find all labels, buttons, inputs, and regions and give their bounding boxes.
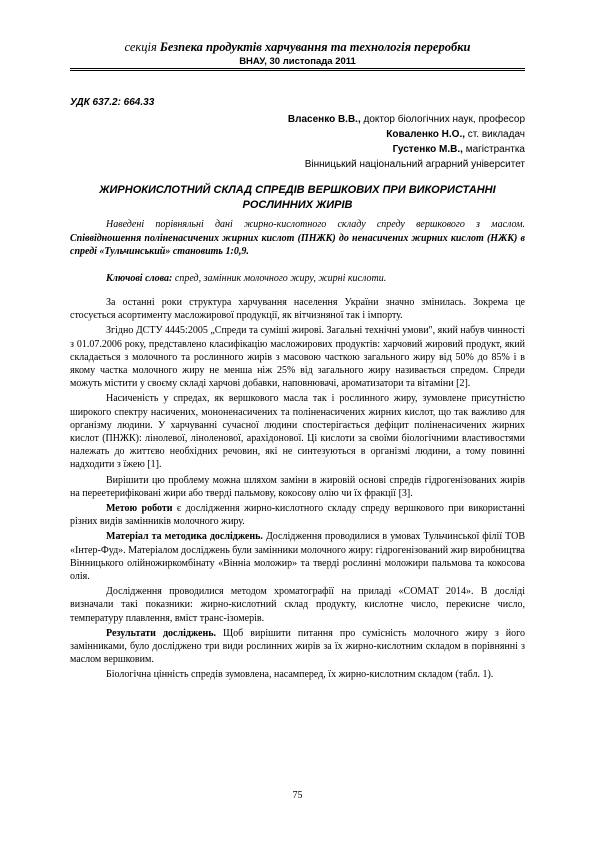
keywords-label: Ключові слова: xyxy=(106,273,173,284)
abstract-bold-text: Співвідношення поліненасичених жирних кислот (ПНЖК) до ненасичених жирних кислот (НЖК) в спреді «Тульчинський» становить 1:0,9. xyxy=(70,232,525,257)
paragraph: Згідно ДСТУ 4445:2005 „Спреди та суміші жирові. Загальні технічні умови", який набув чинності з 01.07.2006 року, представлено класифікацію масложирових продуктів: харчовий жировий продукт, який складається з молочного та рослинного жирів з масовою часткою загального жиру від 50% до 85% і в якому частка молочного жиру не менша ніж 25% від загального жиру називається спредом. Спреди можуть містити у своєму складі харчові добавки, наповнювачі, ароматизатори та вітаміни [2]. xyxy=(70,325,525,390)
section-prefix: секція xyxy=(124,40,157,54)
paragraph-text: Щоб вирішити питання про сумісність молочного жиру з його замінниками, було досліджено три види рослинних жирів за їх жирно-кислотним складом в порівнянні з маслом вершковим. xyxy=(70,627,525,666)
author-line xyxy=(288,142,525,157)
paragraph xyxy=(70,627,525,667)
paragraph-text: є дослідження жирно-кислотного складу спреду вершкового при використанні різних видів замінників молочного жиру. xyxy=(70,503,526,528)
author-name: Власенко В.В., xyxy=(287,114,361,125)
paragraph: Вирішити цю проблему можна шляхом заміни в жировій основі спредів гідрогенізованих жирів на переетерифіковані жири або тверді пальмову, кокосову олію чи їх фракції [3]. xyxy=(70,474,525,499)
conference-date: ВНАУ, 30 листопада 2011 xyxy=(239,56,356,67)
paragraph-lead: Результати досліджень. xyxy=(106,627,217,639)
author-name: Густенко М.В., xyxy=(392,144,463,155)
author-role: магістрантка xyxy=(465,144,525,155)
paragraph xyxy=(70,502,525,528)
paragraph xyxy=(70,530,525,583)
author-name: Коваленко Н.О., xyxy=(386,129,466,140)
header-rule-bottom xyxy=(70,70,525,71)
paragraph: Біологічна цінність спредів зумовлена, насамперед, їх жирно-кислотним складом (табл. 1). xyxy=(106,669,494,681)
abstract xyxy=(70,218,525,259)
paper-title: ЖИРНОКИСЛОТНИЙ СКЛАД СПРЕДІВ ВЕРШКОВИХ ПРИ ВИКОРИСТАННІ РОСЛИННИХ ЖИРІВ xyxy=(99,184,496,211)
author-role: ст. викладач xyxy=(467,129,525,140)
abstract-text: Наведені порівняльні дані жирно-кислотного складу спреду вершкового з маслом. xyxy=(106,219,525,230)
paragraph-lead: Метою роботи xyxy=(106,503,173,515)
page-number: 75 xyxy=(292,790,303,801)
section-title: Безпека продуктів харчування та технологія переробки xyxy=(159,40,471,54)
author-line xyxy=(288,127,525,142)
paragraph-lead: Матеріал та методика досліджень. xyxy=(106,531,263,543)
header-rule-top xyxy=(70,68,525,69)
section-line xyxy=(0,40,595,55)
paragraph: За останні роки структура харчування населення України значно змінилась. Зокрема це стосується асортименту масложирової продукції, як вітчизняної так і імпорту. xyxy=(70,297,525,322)
author-line xyxy=(288,112,525,127)
paragraph: Дослідження проводилися методом хроматографії на приладі «СОМАТ 2014». В досліді визначали такі показники: жирно-кислотний склад продукту, кислотне число, перекисне число, температуру плавлення, вміст транс-ізомерів. xyxy=(70,586,525,624)
paragraph: Насиченість у спредах, як вершкового масла так і рослинного жиру, зумовлене присутністю широкого спектру насичених, мононенасичених та поліненасичених жирних кислот, що так важливо для організму людини. У харчуванні сучасної людини спостерігається дефіцит поліненасичених жирних кислот (ПНЖК): лінолевої, ліноленової, арахідонової. Ці кислоти за своїми біологічними властивостями належать до життєво необхідних речовин, які не синтезуються в організмі людини, а тому повинні надходити з їжею [1]. xyxy=(70,393,525,471)
affiliation xyxy=(288,157,525,172)
paragraph-text: Дослідження проводилися в умовах Тульчинської філії ТОВ «Інтер-Фуд». Матеріалом досліджень були замінники молочного жиру: гідрогенізований жир виробництва Вінницького олійножиркомбінату «Вінніа моложир» та тверді рослинні моложири пальмова та кокосова олія. xyxy=(70,531,525,583)
keywords xyxy=(70,272,525,286)
author-role: доктор біологічних наук, професор xyxy=(363,114,525,125)
keywords-text: спред, замінник молочного жиру, жирні кислоти. xyxy=(172,273,387,284)
affiliation-text: Вінницький національний аграрний університет xyxy=(304,159,525,170)
author-block xyxy=(288,112,525,172)
udk-code: УДК 637.2: 664.33 xyxy=(70,97,155,108)
body-text xyxy=(70,296,525,684)
running-header xyxy=(0,40,595,67)
